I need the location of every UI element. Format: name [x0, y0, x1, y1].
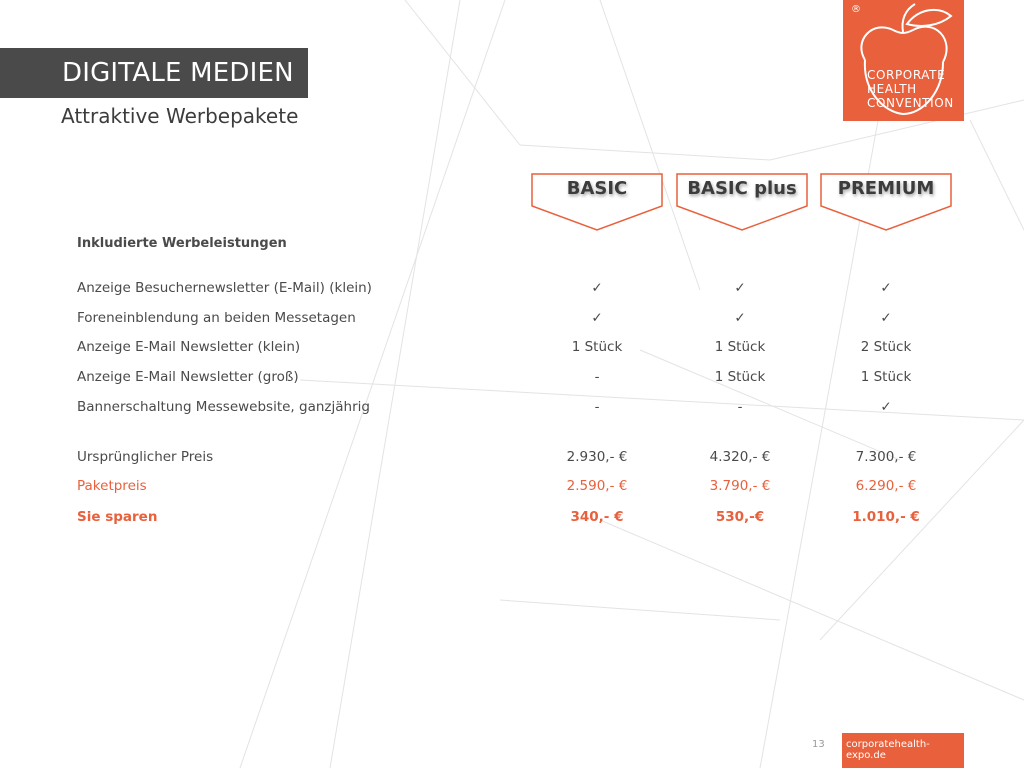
- value-premium: 7.300,- €: [855, 449, 917, 465]
- value-basic-plus: 1 Stück: [714, 369, 766, 385]
- value-premium: 1 Stück: [860, 369, 912, 385]
- value-basic: 2.930,- €: [566, 449, 628, 465]
- table-row: [0, 339, 1024, 359]
- page-title: DIGITALE MEDIEN: [0, 48, 308, 98]
- section-heading: Inkludierte Werbeleistungen: [77, 236, 287, 251]
- value-premium: ✓: [880, 399, 892, 415]
- footer-url: corporatehealth-expo.de: [842, 733, 964, 768]
- logo-line-corporate: CORPORATE: [867, 68, 946, 82]
- value-basic-plus: 3.790,- €: [709, 478, 771, 494]
- package-header-basic-plus: [676, 172, 808, 232]
- value-premium: ✓: [880, 280, 892, 296]
- price-row-savings: [0, 509, 1024, 529]
- logo-text: [867, 68, 954, 110]
- value-basic: 2.590,- €: [566, 478, 628, 494]
- row-label: Anzeige E-Mail Newsletter (klein): [77, 339, 301, 355]
- table-row: [0, 369, 1024, 389]
- price-row-package: [0, 478, 1024, 498]
- value-premium: 2 Stück: [860, 339, 912, 355]
- value-basic: 1 Stück: [571, 339, 623, 355]
- value-premium: 6.290,- €: [855, 478, 917, 494]
- package-label-basic: BASIC: [566, 178, 628, 199]
- package-label-basic-plus: BASIC plus: [687, 178, 797, 199]
- logo-line-convention: CONVENTION: [867, 96, 954, 110]
- table-row: [0, 310, 1024, 330]
- logo-line-health: HEALTH: [867, 82, 917, 96]
- registered-mark: ®: [851, 4, 861, 15]
- value-basic-plus: ✓: [734, 280, 746, 296]
- package-header-premium: [820, 172, 952, 232]
- page-number: 13: [812, 739, 825, 750]
- row-label: Foreneinblendung an beiden Messetagen: [77, 310, 356, 326]
- row-label: Bannerschaltung Messewebsite, ganzjährig: [77, 399, 370, 415]
- value-basic: ✓: [591, 280, 603, 296]
- page-subtitle: Attraktive Werbepakete: [61, 104, 299, 128]
- value-basic-plus: -: [737, 399, 743, 415]
- row-label: Paketpreis: [77, 478, 147, 494]
- table-row: [0, 399, 1024, 419]
- row-label: Ursprünglicher Preis: [77, 449, 214, 465]
- value-basic-plus: 4.320,- €: [709, 449, 771, 465]
- row-label: Anzeige Besuchernewsletter (E-Mail) (klein): [77, 280, 372, 296]
- table-row: [0, 280, 1024, 300]
- value-premium: ✓: [880, 310, 892, 326]
- value-basic: 340,- €: [570, 509, 624, 525]
- corporate-health-convention-logo: [843, 0, 964, 121]
- value-premium: 1.010,- €: [852, 509, 920, 525]
- price-row-original: [0, 449, 1024, 469]
- row-label: Anzeige E-Mail Newsletter (groß): [77, 369, 299, 385]
- package-label-premium: PREMIUM: [837, 178, 935, 199]
- value-basic: -: [594, 399, 600, 415]
- value-basic: -: [594, 369, 600, 385]
- value-basic-plus: ✓: [734, 310, 746, 326]
- value-basic-plus: 1 Stück: [714, 339, 766, 355]
- row-label: Sie sparen: [77, 509, 158, 525]
- value-basic-plus: 530,-€: [715, 509, 765, 525]
- package-header-basic: [531, 172, 663, 232]
- value-basic: ✓: [591, 310, 603, 326]
